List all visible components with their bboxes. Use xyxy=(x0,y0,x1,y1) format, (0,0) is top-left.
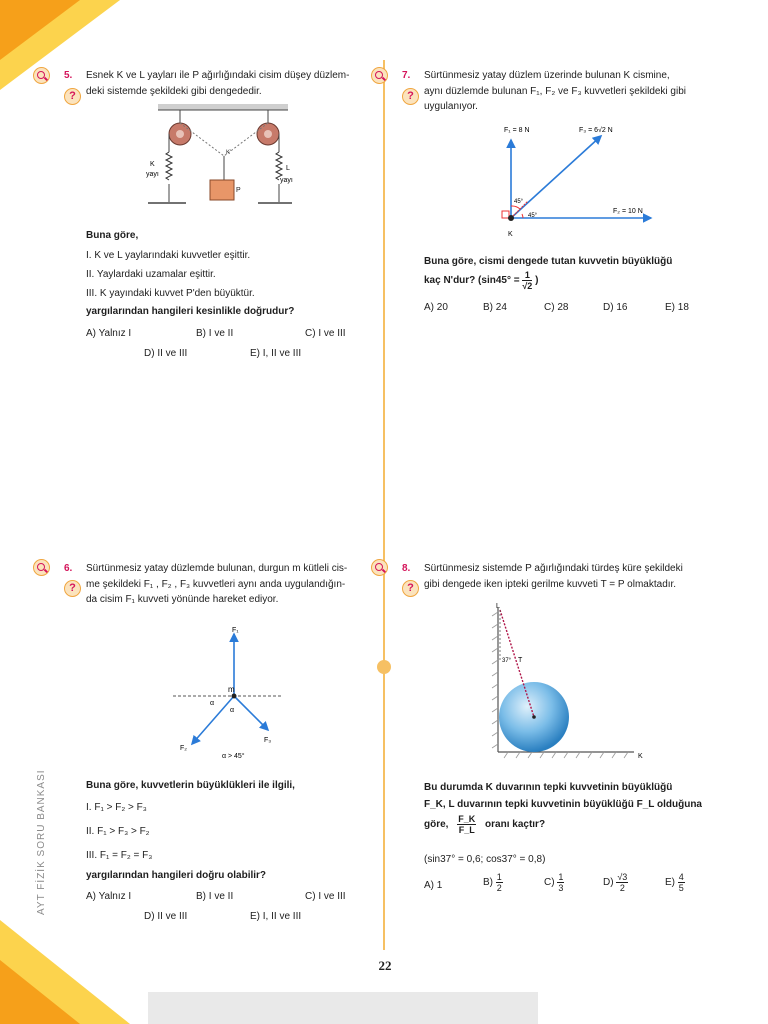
question-line: me şekildeki F₁ , F₂ , F₃ kuvvetleri aynı anda uygulandığın- xyxy=(86,578,346,590)
question-number: 7. xyxy=(402,70,411,81)
question-prompt: Bu durumda K duvarının tepki kuvvetinin büyüklüğü xyxy=(424,782,673,793)
intro-text: Buna göre, kuvvetlerin büyüklükleri ile ilgili, xyxy=(86,780,295,791)
question-icon[interactable]: ? xyxy=(64,580,81,597)
question-prompt: Buna göre, cismi dengede tutan kuvvetin büyüklüğü xyxy=(424,256,673,267)
p-label: P xyxy=(236,187,241,194)
question-icon[interactable]: ? xyxy=(402,88,419,105)
question-line: gibi dengede iken ipteki gerilme kuvveti T = P olmaktadır. xyxy=(424,578,677,590)
knot-label: K' xyxy=(226,150,232,156)
option-a[interactable]: A) Yalnız I xyxy=(86,328,132,339)
option-d[interactable]: D) $\frac{√3}{2}$ xyxy=(603,872,628,893)
q6-force-figure xyxy=(168,622,298,762)
statement: I. F₁ > F₂ > F₃ xyxy=(86,802,147,813)
option-e[interactable]: E) 18 xyxy=(665,302,689,313)
statement: III. K yayındaki kuvvet P'den büyüktür. xyxy=(86,288,255,299)
question-line: aynı düzlemde bulunan F₁, F₂ ve F₃ kuvvetleri şekildeki gibi xyxy=(424,85,687,97)
question-line: uygulanıyor. xyxy=(424,101,478,112)
statement: I. K ve L yaylarındaki kuvvetler eşittir. xyxy=(86,250,251,261)
question-text xyxy=(86,561,347,608)
column-divider xyxy=(383,60,385,950)
f2-label: F₂ xyxy=(180,745,187,752)
sidebar-book-title: AYT FİZİK SORU BANKASI xyxy=(36,769,47,915)
angle2-label: 45° xyxy=(528,213,538,219)
option-c[interactable]: C) $\frac{1}{3}$ xyxy=(544,872,564,893)
k-label: K xyxy=(150,161,155,168)
option-e[interactable]: E) $\frac{4}{5}$ xyxy=(665,872,684,893)
question-prompt: yargılarından hangileri doğru olabilir? xyxy=(86,870,267,881)
sin45-fraction: $\frac{1}{√2}$ xyxy=(522,270,533,291)
question-prompt xyxy=(424,814,545,835)
question-number: 6. xyxy=(64,563,73,574)
question-line: Sürtünmesiz sistemde P ağırlığındaki türdeş küre şekildeki xyxy=(424,563,683,574)
question-prompt-part: göre, xyxy=(424,819,449,831)
option-e[interactable]: E) I, II ve III xyxy=(250,911,302,922)
option-a[interactable]: A) 1 xyxy=(424,880,443,891)
question-text xyxy=(86,68,349,99)
m-label: m xyxy=(228,685,235,694)
option-a[interactable]: A) 20 xyxy=(424,302,448,313)
q5-pulley-figure xyxy=(140,104,300,214)
q6-statements xyxy=(86,778,376,928)
magnifier-icon[interactable] xyxy=(33,67,50,84)
condition-label: α > 45° xyxy=(222,753,245,760)
magnifier-icon[interactable] xyxy=(371,559,388,576)
t-label: T xyxy=(518,657,523,664)
q7-question xyxy=(424,254,724,324)
magnifier-icon[interactable] xyxy=(371,67,388,84)
question-6 xyxy=(64,561,376,621)
question-8 xyxy=(402,561,722,601)
magnifier-icon[interactable] xyxy=(33,559,50,576)
question-line: Esnek K ve L yayları ile P ağırlığındaki cisim düşey düzlem- xyxy=(86,70,350,81)
option-d[interactable]: D) II ve III xyxy=(144,348,188,359)
option-b[interactable]: B) 24 xyxy=(483,302,507,313)
f3-label: F₃ = 6√2 N xyxy=(579,127,613,134)
question-text xyxy=(424,561,683,592)
option-e[interactable]: E) I, II ve III xyxy=(250,348,302,359)
given-values: (sin37° = 0,6; cos37° = 0,8) xyxy=(424,854,546,865)
k-label: K xyxy=(638,753,643,760)
statement: II. Yaylardaki uzamalar eşittir. xyxy=(86,269,216,280)
question-text xyxy=(424,68,686,115)
page-number: 22 xyxy=(378,958,392,973)
option-b[interactable]: B) I ve II xyxy=(196,328,234,339)
k-yay-label: yayı xyxy=(146,171,159,178)
question-prompt-end: ) xyxy=(535,275,539,287)
f2-label: F₂ = 10 N xyxy=(613,208,643,215)
statement: III. F₁ = F₂ = F₃ xyxy=(86,850,153,861)
question-line: Sürtünmesiz yatay düzlemde bulunan, durgun m kütleli cis- xyxy=(86,563,348,574)
q8-sphere-figure xyxy=(488,600,648,764)
question-icon[interactable]: ? xyxy=(402,580,419,597)
question-prompt: F_K, L duvarının tepki kuvvetinin büyüklüğü F_L olduğuna xyxy=(424,799,702,810)
f1-label: F₁ = 8 N xyxy=(504,127,530,134)
l-yay-label: yayı xyxy=(280,177,293,184)
divider-ornament xyxy=(377,660,391,674)
question-line: deki sistemde şekildeki gibi dengededir. xyxy=(86,85,262,97)
option-c[interactable]: C) 28 xyxy=(544,302,569,313)
q7-force-figure xyxy=(496,118,666,238)
footer-band xyxy=(148,992,538,1024)
ratio-fraction: $\frac{F\_K}{F\_L}$ xyxy=(458,814,476,835)
alpha-label: α xyxy=(210,700,215,707)
question-prompt-part: kaç N'dur? (sin45° = xyxy=(424,275,520,287)
l-label: L xyxy=(286,165,290,172)
question-prompt: yargılarından hangileri kesinlikle doğrudur? xyxy=(86,306,295,317)
q8-question xyxy=(424,780,724,905)
question-number: 8. xyxy=(402,563,411,574)
question-prompt xyxy=(424,270,538,291)
f3-label: F₃ xyxy=(264,737,272,744)
k-label: K xyxy=(508,231,513,238)
option-d[interactable]: D) 16 xyxy=(603,302,628,313)
option-d[interactable]: D) II ve III xyxy=(144,911,188,922)
option-a[interactable]: A) Yalnız I xyxy=(86,891,132,902)
option-c[interactable]: C) I ve III xyxy=(305,328,346,339)
question-prompt-part: oranı kaçtır? xyxy=(485,819,546,831)
option-b[interactable]: B) I ve II xyxy=(196,891,234,902)
question-number: 5. xyxy=(64,70,73,81)
intro-text: Buna göre, xyxy=(86,230,139,241)
statement: II. F₁ > F₃ > F₂ xyxy=(86,826,150,837)
option-b[interactable]: B) $\frac{1}{2}$ xyxy=(483,872,502,893)
alpha-label: α xyxy=(230,707,235,714)
angle-label: 37° xyxy=(502,658,512,664)
question-line: da cisim F₁ kuvveti yönünde hareket ediyor. xyxy=(86,594,279,605)
l-label: L xyxy=(496,603,500,610)
question-icon[interactable]: ? xyxy=(64,88,81,105)
f1-label: F₁ xyxy=(232,627,239,634)
q5-statements xyxy=(86,228,376,368)
angle1-label: 45° xyxy=(514,199,524,205)
option-c[interactable]: C) I ve III xyxy=(305,891,346,902)
question-line: Sürtünmesiz yatay düzlem üzerinde bulunan K cismine, xyxy=(424,70,670,81)
